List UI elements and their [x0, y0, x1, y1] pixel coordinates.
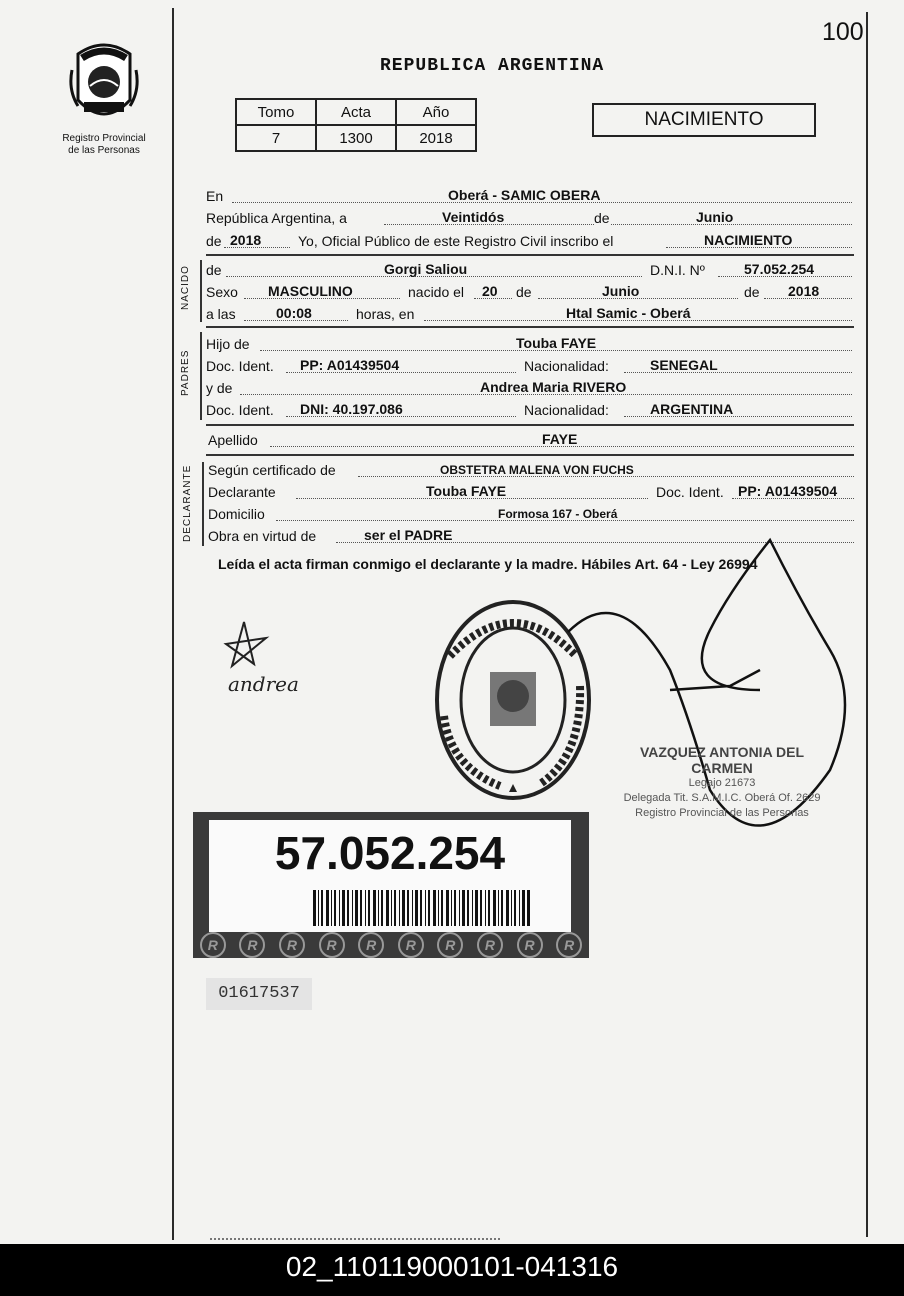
value-place: Oberá - SAMIC OBERA — [448, 187, 601, 203]
closing-text: Leída el acta firman conmigo el declarante y la madre. Hábiles Art. 64 - Ley 26994 — [218, 556, 758, 572]
dni-label — [193, 812, 589, 958]
label-doc-ident-mother: Doc. Ident. — [206, 402, 274, 418]
act-type-box: NACIMIENTO — [592, 103, 816, 137]
rule-4 — [206, 454, 854, 456]
row-sex — [206, 282, 852, 302]
label-obra: Obra en virtud de — [208, 528, 317, 544]
page-left-edge — [172, 8, 174, 1240]
value-name: Gorgi Saliou — [384, 261, 468, 277]
registered-mark-icon: R — [358, 932, 384, 958]
value-mother-nationality: ARGENTINA — [650, 401, 734, 417]
dni-label-number: 57.052.254 — [274, 827, 506, 879]
official-office: Registro Provincial de las Personas — [635, 807, 809, 819]
side-label-declarante: DECLARANTE — [182, 464, 193, 542]
registered-mark-icon: R — [477, 932, 503, 958]
row-father-doc — [206, 356, 852, 376]
footer-code: 02_110119000101-041316 — [0, 1244, 904, 1296]
register-table — [235, 98, 477, 152]
label-republica: República Argentina, a — [206, 210, 347, 226]
row-father — [206, 334, 852, 354]
registered-mark-icon: R — [239, 932, 265, 958]
value-day-words: Veintidós — [442, 209, 505, 225]
row-declarant — [208, 482, 854, 502]
registered-mark-icon: R — [200, 932, 226, 958]
label-nationality-mother: Nacionalidad: — [524, 402, 609, 418]
document-title: REPUBLICA ARGENTINA — [380, 56, 605, 76]
rule-1 — [206, 254, 854, 256]
label-nacido: nacido el — [408, 284, 465, 300]
row-mother-doc — [206, 400, 852, 420]
serial-number: 01617537 — [206, 978, 312, 1010]
label-doc-ident-declarant: Doc. Ident. — [656, 484, 724, 500]
row-certificate — [208, 460, 854, 480]
value-birth-month: Junio — [602, 283, 640, 299]
register-header-tomo: Tomo — [236, 99, 316, 125]
label-yo: Yo, Oficial Público de este Registro Civil inscribo el — [298, 233, 614, 249]
label-segun: Según certificado de — [208, 462, 336, 478]
label-de-birth-year: de — [744, 284, 760, 300]
register-value-tomo: 7 — [236, 125, 316, 151]
value-birth-place: Htal Samic - Oberá — [566, 305, 691, 321]
registered-mark-icon: R — [556, 932, 582, 958]
rule-3 — [206, 424, 854, 426]
label-doc-ident-father: Doc. Ident. — [206, 358, 274, 374]
padres-bar — [200, 332, 202, 420]
value-father-nationality: SENEGAL — [650, 357, 718, 373]
label-horas: horas, en — [356, 306, 415, 322]
value-month: Junio — [696, 209, 734, 225]
misiones-seal-icon — [68, 40, 140, 128]
value-birth-year: 2018 — [788, 283, 820, 299]
official-role: Delegada Tit. S.A.M.I.C. Oberá Of. 2629 — [623, 792, 821, 804]
register-header-acta: Acta — [316, 99, 396, 125]
province-logo — [58, 40, 150, 157]
logo-caption-2: de las Personas — [68, 145, 140, 156]
registered-mark-icon: R — [319, 932, 345, 958]
value-year: 2018 — [230, 232, 262, 248]
rule-2 — [206, 326, 854, 328]
value-certificate-by: OBSTETRA MALENA VON FUCHS — [440, 463, 634, 477]
registered-mark-icon: R — [437, 932, 463, 958]
register-header-anio: Año — [396, 99, 476, 125]
value-declarant-name: Touba FAYE — [426, 483, 507, 499]
value-birth-time: 00:08 — [276, 305, 312, 321]
barcode-icon — [313, 890, 531, 926]
label-de-year: de — [206, 233, 222, 249]
register-value-anio: 2018 — [396, 125, 476, 151]
declarant-signature-star-icon — [216, 614, 276, 670]
registered-mark-icon: R — [517, 932, 543, 958]
label-y-de: y de — [206, 380, 233, 396]
value-birth-day: 20 — [482, 283, 498, 299]
official-legajo: Legajo 21673 — [688, 777, 756, 789]
label-apellido: Apellido — [208, 432, 258, 448]
value-capacity: ser el PADRE — [364, 527, 453, 543]
value-mother-name: Andrea Maria RIVERO — [480, 379, 627, 395]
registered-mark-icon: R — [398, 932, 424, 958]
label-hijo: Hijo de — [206, 336, 250, 352]
row-surname — [206, 430, 854, 450]
registered-mark-icon: R — [279, 932, 305, 958]
value-sex: MASCULINO — [268, 283, 353, 299]
value-surname: FAYE — [542, 431, 578, 447]
side-label-padres: PADRES — [180, 349, 191, 396]
page-right-edge — [866, 12, 868, 1237]
mother-signature: andrea — [228, 672, 299, 696]
label-de-month: de — [594, 210, 610, 226]
value-declarant-doc: PP: A01439504 — [738, 483, 838, 499]
dni-label-inner — [209, 820, 571, 932]
value-mother-doc: DNI: 40.197.086 — [300, 401, 403, 417]
label-en: En — [206, 188, 224, 204]
label-de-name: de — [206, 262, 222, 278]
security-pattern — [193, 932, 589, 956]
value-father-name: Touba FAYE — [516, 335, 597, 351]
label-dni: D.N.I. Nº — [650, 262, 705, 278]
label-sexo: Sexo — [206, 284, 238, 300]
row-name — [206, 260, 852, 280]
label-de-birth-month: de — [516, 284, 532, 300]
row-time — [206, 304, 852, 324]
page-number: 100 — [822, 18, 864, 46]
label-domicilio: Domicilio — [208, 506, 265, 522]
value-father-doc: PP: A01439504 — [300, 357, 400, 373]
row-date — [206, 208, 852, 228]
value-dni: 57.052.254 — [744, 261, 815, 277]
label-declarante: Declarante — [208, 484, 276, 500]
side-label-nacido: NACIDO — [180, 265, 191, 310]
logo-caption-1: Registro Provincial — [62, 133, 146, 144]
official-name: VAZQUEZ ANTONIA DEL CARMEN — [639, 744, 805, 776]
declarante-bar — [202, 462, 204, 546]
nacido-bar — [200, 260, 202, 322]
label-nationality-father: Nacionalidad: — [524, 358, 609, 374]
label-a-las: a las — [206, 306, 236, 322]
row-mother — [206, 378, 852, 398]
official-block — [612, 744, 832, 821]
value-address: Formosa 167 - Oberá — [498, 507, 618, 521]
register-value-acta: 1300 — [316, 125, 396, 151]
value-inscribes: NACIMIENTO — [704, 232, 793, 248]
row-year — [206, 231, 852, 251]
row-place — [206, 186, 852, 206]
